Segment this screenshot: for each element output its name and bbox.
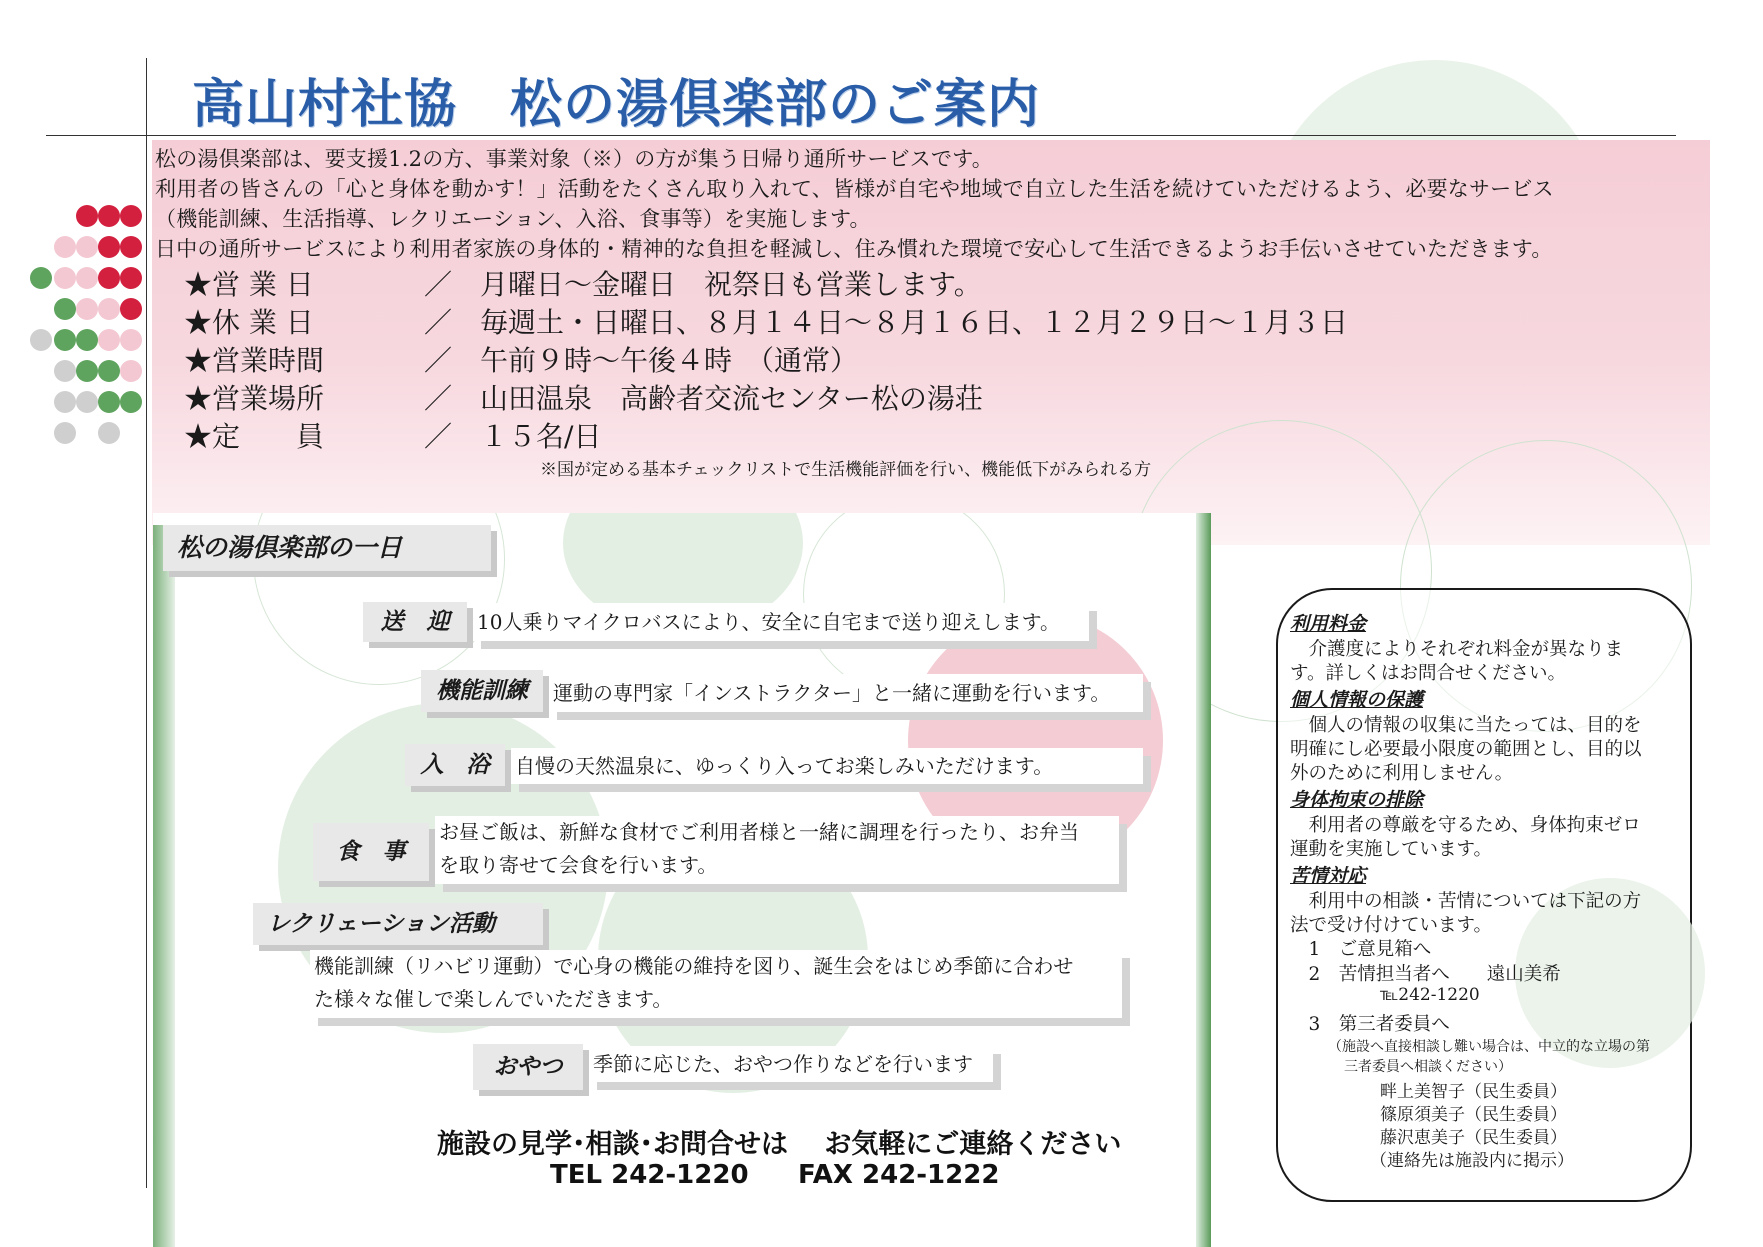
desc-bath: 自慢の天然温泉に、ゆっくり入ってお楽しみいただけます。 [511,748,1143,784]
restraint-text-1: 利用者の尊厳を守るため、身体拘束ゼロ [1290,815,1641,836]
info-value: 午前９時～午後４時 （通常） [480,344,859,377]
restraint-heading: 身体拘束の排除 [1290,789,1424,811]
title-vertical-rule [146,58,147,1188]
label-meal: 食 事 [313,823,429,881]
privacy-text-2: 明確にし必要最小限度の範囲とし、目的以 [1290,739,1642,760]
desc-transport: 10人乗りマイクロバスにより、安全に自宅まで送り迎えします。 [473,603,1089,641]
intro-line-1: 松の湯倶楽部は、要支援1.2の方、事業対象（※）の方が集う日帰り通所サービスです。 [155,147,993,171]
member-3: 藤沢恵美子（民生委員） [1380,1128,1567,1148]
restraint-text-2: 運動を実施しています。 [1290,839,1493,860]
intro-line-3: （機能訓練、生活指導、レクリエーション、入浴、食事等）を実施します。 [155,207,871,231]
third-party-note-2: 三者委員へ相談ください） [1344,1059,1512,1075]
info-label: ★営業時間 [184,344,325,377]
info-business-hours [184,339,858,379]
complaint-option-1: 1 ご意見箱へ [1290,939,1432,960]
info-separator: ／ [424,344,453,377]
complaint-option-3: 3 第三者委員へ [1290,1014,1450,1035]
third-party-note-1: （施設へ直接相談し難い場合は、中立的な立場の第 [1328,1039,1650,1055]
privacy-heading: 個人情報の保護 [1290,689,1424,711]
member-2: 篠原須美子（民生委員） [1380,1105,1567,1125]
privacy-text-1: 個人の情報の収集に当たっては、目的を [1290,715,1642,736]
info-separator: ／ [424,268,453,301]
contact-line: 施設の見学･相談･お問合せは お気軽にご連絡ください [437,1129,1122,1160]
intro-line-4: 日中の通所サービスにより利用者家族の身体的・精神的な負担を軽減し、住み慣れた環境で安心して生活できるようお手伝いさせていただきます。 [155,237,1553,261]
label-recreation: レクリェーション活動 [253,903,543,945]
info-business-days [184,263,982,303]
label-transport: 送 迎 [363,602,467,642]
complaint-text-1: 利用中の相談・苦情については下記の方 [1290,891,1642,912]
complaint-tel: ℡242-1220 [1380,985,1480,1005]
info-capacity [184,415,601,455]
complaint-text-2: 法で受け付けています。 [1290,915,1493,936]
info-separator: ／ [424,382,453,415]
info-label: ★営 業 日 [184,268,314,301]
eligibility-note: ※国が定める基本チェックリストで生活機能評価を行い、機能低下がみられる方 [540,460,1152,480]
fee-text-2: す。詳しくはお問合せください。 [1290,663,1567,684]
info-label: ★休 業 日 [184,306,314,339]
info-location [184,377,983,417]
label-bath: 入 浴 [405,744,505,786]
label-training: 機能訓練 [421,670,543,712]
info-label: ★定 員 [184,420,325,453]
day-panel-right-stripe [1196,513,1211,1247]
privacy-text-3: 外のために利用しません。 [1290,763,1514,784]
contact-fax: FAX 242-1222 [798,1160,1000,1190]
intro-line-2: 利用者の皆さんの「心と身体を動かす！」活動をたくさん取り入れて、皆様が自宅や地域で自立した生活を続けていただけるよう、必要なサービス [155,177,1554,201]
desc-recreation-line1: 機能訓練（リハビリ運動）で心身の機能の維持を図り、誕生会をはじめ季節に合わせ [314,954,1074,978]
member-contact-note: （連絡先は施設内に掲示） [1370,1151,1574,1171]
desc-snack: 季節に応じた、おやつ作りなどを行います [589,1046,993,1082]
page-title: 高山村社協 松の湯倶楽部のご案内 [192,74,1041,135]
info-value: 毎週土・日曜日、８月１４日～８月１６日、１２月２９日～１月３日 [480,306,1349,339]
desc-meal-line1: お昼ご飯は、新鮮な食材でご利用者様と一緒に調理を行ったり、お弁当 [439,820,1079,844]
desc-meal [435,816,1119,884]
day-heading: 松の湯倶楽部の一日 [163,525,491,571]
contact-tel: TEL 242-1220 [550,1160,749,1190]
desc-meal-line2: を取り寄せて会食を行います。 [439,853,718,877]
desc-recreation-line2: た様々な催しで楽しんでいただきます。 [314,987,673,1011]
member-1: 畔上美智子（民生委員） [1380,1082,1567,1102]
desc-training: 運動の専門家「インストラクター」と一緒に運動を行います。 [549,674,1143,712]
fee-text-1: 介護度によりそれぞれ料金が異なりま [1290,639,1624,660]
fee-heading: 利用料金 [1290,613,1367,635]
info-value: 月曜日～金曜日 祝祭日も営業します。 [480,268,982,301]
day-panel-left-stripe [153,525,175,1247]
info-separator: ／ [424,306,453,339]
info-value: １５名/日 [480,420,602,453]
info-separator: ／ [424,420,453,453]
info-closed-days [184,301,1348,341]
desc-recreation [310,950,1122,1018]
label-snack: おやつ [473,1044,583,1090]
info-value: 山田温泉 高齢者交流センター松の湯荘 [480,382,983,415]
complaint-heading: 苦情対応 [1290,865,1367,887]
info-label: ★営業場所 [184,382,325,415]
complaint-option-2: 2 苦情担当者へ 遠山美希 [1290,964,1561,985]
